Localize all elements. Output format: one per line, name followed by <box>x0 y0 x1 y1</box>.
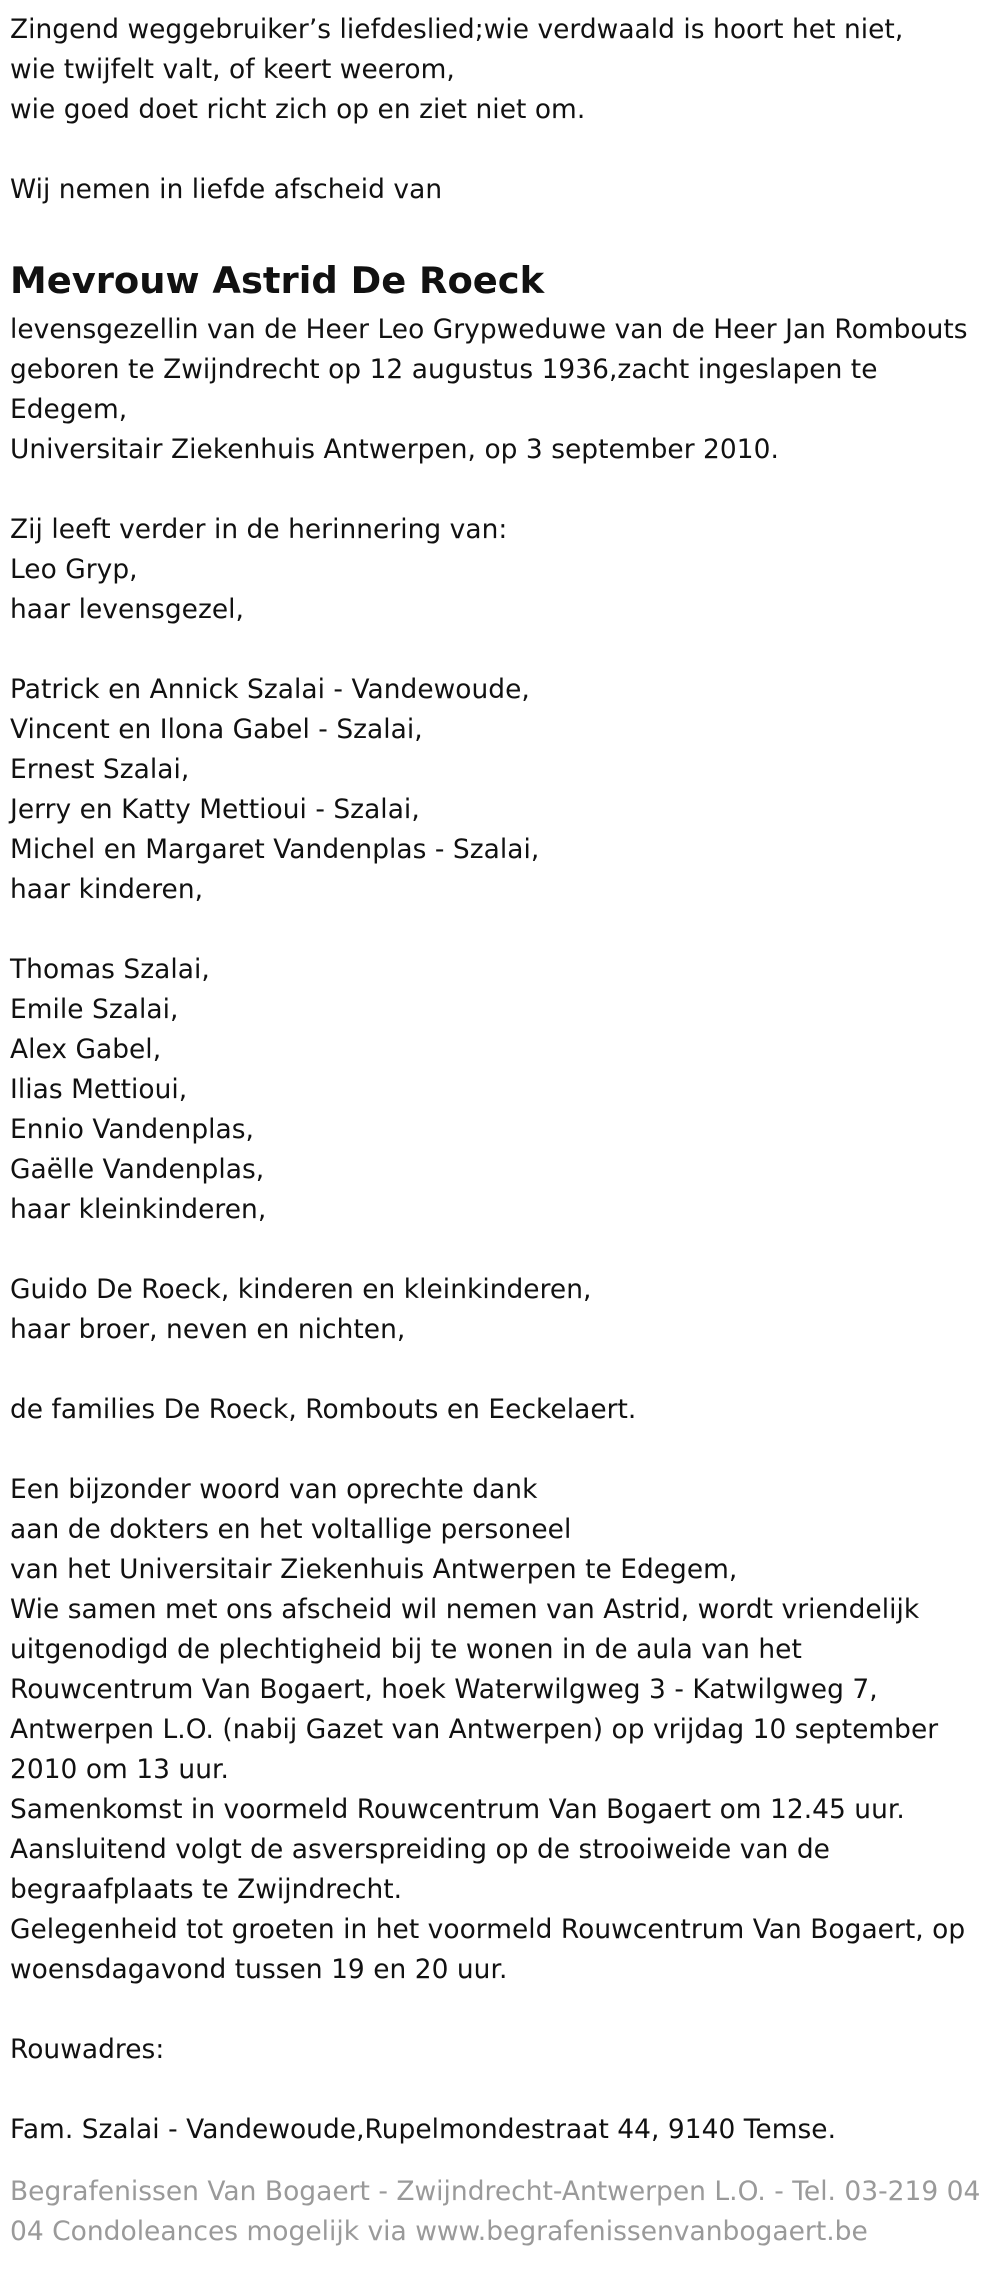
paragraph-line: Wie samen met ons afscheid wil nemen van Astrid, wordt vriendelijk <box>10 1594 920 1625</box>
list-item: Thomas Szalai, <box>10 954 210 985</box>
paragraph-line: Rouwcentrum Van Bogaert, hoek Waterwilgweg 3 - Katwilgweg 7, <box>10 1674 878 1705</box>
list-item: Ilias Mettioui, <box>10 1074 188 1105</box>
list-item: haar kinderen, <box>10 874 204 905</box>
intro-text: Wij nemen in liefde afscheid van <box>10 174 443 205</box>
detail-line: geboren te Zwijndrecht op 12 augustus 1936,zacht ingeslapen te <box>10 354 878 385</box>
spacer <box>10 1430 995 1470</box>
list-item: Emile Szalai, <box>10 994 179 1025</box>
list-item: Guido De Roeck, kinderen en kleinkinderen, <box>10 1274 592 1305</box>
obituary-document <box>10 10 995 2150</box>
list-item: Patrick en Annick Szalai - Vandewoude, <box>10 674 530 705</box>
paragraph-line: 2010 om 13 uur. <box>10 1754 229 1785</box>
paragraph-line: woensdagavond tussen 19 en 20 uur. <box>10 1954 508 1985</box>
list-item: Gaëlle Vandenplas, <box>10 1154 265 1185</box>
paragraph-line: Samenkomst in voormeld Rouwcentrum Van Bogaert om 12.45 uur. <box>10 1794 905 1825</box>
paragraph-line: van het Universitair Ziekenhuis Antwerpen te Edegem, <box>10 1554 738 1585</box>
paragraph-line: uitgenodigd de plechtigheid bij te wonen in de aula van het <box>10 1634 802 1665</box>
list-item: Alex Gabel, <box>10 1034 162 1065</box>
details <box>10 310 995 470</box>
detail-line: Universitair Ziekenhuis Antwerpen, op 3 september 2010. <box>10 434 779 465</box>
spacer <box>10 130 995 170</box>
mourning-address: Fam. Szalai - Vandewoude,Rupelmondestraat 44, 9140 Temse. <box>10 2114 837 2145</box>
list-item: haar broer, neven en nichten, <box>10 1314 406 1345</box>
spacer <box>10 210 995 250</box>
list-item: Jerry en Katty Mettioui - Szalai, <box>10 794 420 825</box>
thanks-and-ceremony <box>10 1470 995 1990</box>
footer-funeral-home: Begrafenissen Van Bogaert - Zwijndrecht-Antwerpen L.O. - Tel. 03-219 04 04 Condoleances mogelijk via www.begrafenissenvanbogaert.be <box>10 2176 981 2247</box>
paragraph-line: Antwerpen L.O. (nabij Gazet van Antwerpen) op vrijdag 10 september <box>10 1714 939 1745</box>
detail-line: Edegem, <box>10 394 128 425</box>
spacer <box>10 1990 995 2030</box>
poem-line: wie twijfelt valt, of keert weerom, <box>10 54 455 85</box>
spacer <box>10 2070 995 2110</box>
paragraph-line: begraafplaats te Zwijndrecht. <box>10 1874 403 1905</box>
list-item: Ernest Szalai, <box>10 754 190 785</box>
list-item: Michel en Margaret Vandenplas - Szalai, <box>10 834 540 865</box>
sibling-list <box>10 1270 995 1350</box>
paragraph-line: Aansluitend volgt de asverspreiding op de strooiweide van de <box>10 1834 830 1865</box>
spacer <box>10 470 995 510</box>
list-item: Vincent en Ilona Gabel - Szalai, <box>10 714 423 745</box>
poem-line: Zingend weggebruiker’s liefdeslied;wie verdwaald is hoort het niet, <box>10 14 904 45</box>
list-item: haar kleinkinderen, <box>10 1194 267 1225</box>
address-label: Rouwadres: <box>10 2034 165 2065</box>
spacer <box>10 1230 995 1270</box>
paragraph-line: Een bijzonder woord van oprechte dank <box>10 1474 538 1505</box>
poem-line: wie goed doet richt zich op en ziet niet om. <box>10 94 586 125</box>
families-text: de families De Roeck, Rombouts en Eeckelaert. <box>10 1394 637 1425</box>
partner-name: Leo Gryp, <box>10 554 138 585</box>
partner-relation: haar levensgezel, <box>10 594 244 625</box>
children-list <box>10 670 995 910</box>
spacer <box>10 910 995 950</box>
spacer <box>10 630 995 670</box>
spacer <box>10 1350 995 1390</box>
remembrance-intro: Zij leeft verder in de herinnering van: <box>10 514 508 545</box>
deceased-name: Mevrouw Astrid De Roeck <box>10 259 545 302</box>
list-item: Ennio Vandenplas, <box>10 1114 254 1145</box>
detail-line: levensgezellin van de Heer Leo Grypweduwe van de Heer Jan Rombouts <box>10 314 968 345</box>
poem <box>10 10 995 130</box>
paragraph-line: Gelegenheid tot groeten in het voormeld Rouwcentrum Van Bogaert, op <box>10 1914 966 1945</box>
paragraph-line: aan de dokters en het voltallige personeel <box>10 1514 572 1545</box>
grandchildren-list <box>10 950 995 1230</box>
